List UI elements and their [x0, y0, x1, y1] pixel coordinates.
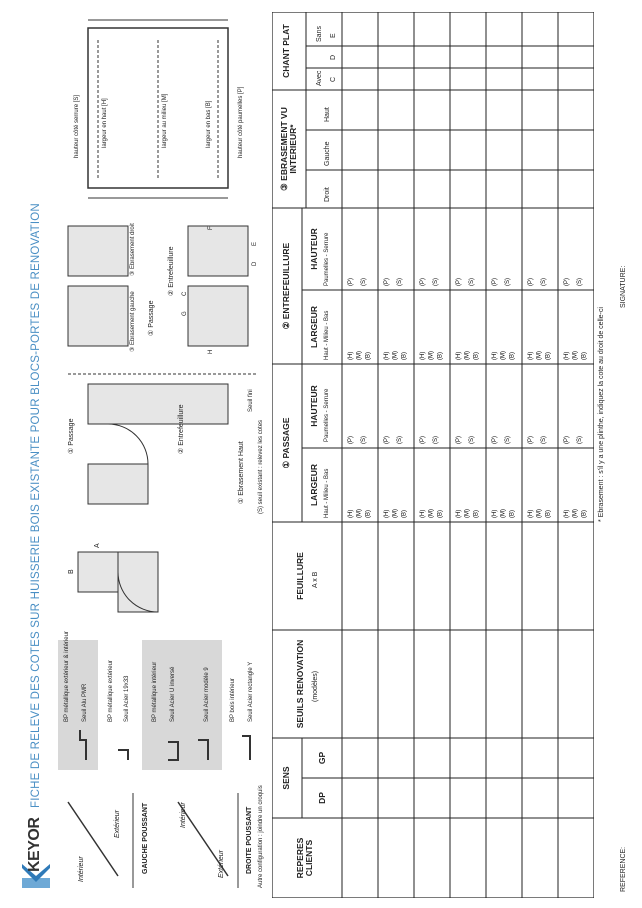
row-code-p: (P): [528, 278, 534, 286]
door-frame-panel: [58, 12, 268, 208]
row-code-b: (B): [437, 510, 444, 518]
reference-label: REFERENCE:: [620, 846, 627, 892]
orientation-note: Autre configuration : joindre un croquis: [258, 785, 264, 888]
header-hauteur-sub-1: Paumelles - Serrure: [324, 388, 330, 442]
row-code-p: (P): [348, 278, 354, 286]
row-code-m: (M): [536, 351, 543, 360]
row-code-b: (B): [509, 352, 516, 360]
ebrasement-footnote: * Ebrasement : s'il y a une plinthe, indiquez la cote au droit de celle-ci: [598, 307, 605, 522]
header-col-d: D: [330, 54, 337, 60]
row-code-m: (M): [464, 509, 471, 518]
header-largeur-1: LARGEUR: [309, 463, 319, 507]
row-code-p: (P): [348, 436, 354, 444]
row-code-m: (M): [500, 351, 507, 360]
header-haut: Haut: [324, 107, 331, 122]
logo-text: KEYOR: [26, 817, 43, 872]
ebrasement-diagram: [58, 216, 268, 356]
row-code-p: (P): [456, 436, 462, 444]
row-code-b: (B): [473, 352, 480, 360]
header-gauche: Gauche: [324, 141, 331, 166]
row-code-s: (S): [397, 436, 403, 444]
header-hauteur-2: HAUTEUR: [309, 228, 319, 270]
droite-poussant-label: DROITE POUSSANT: [246, 806, 253, 874]
row-code-m: (M): [500, 509, 507, 518]
seuil-name-1: Seuil Acier 19x33: [124, 675, 130, 722]
header-col-c: C: [330, 76, 337, 82]
seuil-name-2: Seuil Acier U inversé: [170, 666, 176, 722]
row-code-h: (H): [528, 351, 534, 360]
header-seuils: SEUILS RENOVATION: [295, 639, 305, 729]
seuil-name-0: Seuil Alu PMR: [82, 683, 88, 722]
header-droit: Droit: [324, 187, 331, 202]
row-code-s: (S): [577, 436, 583, 444]
row-code-h: (H): [456, 509, 462, 518]
header-feuillure-sub: A x B: [312, 571, 319, 588]
row-code-s: (S): [433, 278, 439, 286]
row-code-s: (S): [541, 436, 547, 444]
row-code-h: (H): [384, 351, 390, 360]
row-code-s: (S): [577, 278, 583, 286]
feuillure-panel: [58, 532, 268, 632]
row-code-m: (M): [392, 509, 399, 518]
row-code-m: (M): [536, 509, 543, 518]
passage2-label: ① Passage: [148, 300, 155, 336]
orientation-panel: [58, 778, 268, 898]
row-code-s: (S): [361, 436, 367, 444]
header-ebrasement: ③ EBRASEMENT VU INTERIEUR*: [279, 107, 298, 191]
header-passage: ① PASSAGE: [281, 417, 291, 469]
feuillure-diagram: [58, 532, 268, 632]
header-sans: Sans: [316, 26, 323, 42]
row-code-m: (M): [464, 351, 471, 360]
row-code-h: (H): [564, 351, 570, 360]
header-seuils-sub: (modèles): [312, 670, 319, 702]
row-code-p: (P): [456, 278, 462, 286]
row-code-b: (B): [545, 510, 552, 518]
row-code-p: (P): [528, 436, 534, 444]
seuil-desc-4: BP bois intérieur: [230, 678, 236, 722]
seuil-desc-1: BP métallique extérieur: [108, 660, 114, 722]
row-code-s: (S): [469, 278, 475, 286]
row-code-s: (S): [541, 278, 547, 286]
row-code-h: (H): [420, 509, 426, 518]
row-code-h: (H): [420, 351, 426, 360]
header-reperes: REPERES CLIENTS: [295, 837, 314, 879]
seuil-desc-2: BP métallique intérieur: [152, 661, 158, 722]
droite-exterieur-label: Extérieur: [218, 849, 225, 878]
seuils-panel: [58, 631, 268, 770]
letter-e: E: [252, 241, 258, 246]
hauteur-serrure-label: hauteur côté serrure [S]: [74, 94, 80, 158]
passage-diagram: [58, 364, 268, 524]
header-largeur-2: LARGEUR: [309, 305, 319, 349]
row-code-h: (H): [456, 351, 462, 360]
ebr-droit-label: ③ Ebrasement droit: [130, 223, 136, 276]
entrefeuillure2-label: ② Entrefeuillure: [168, 246, 175, 296]
hauteur-paumelles-label: hauteur côté paumelles [P]: [238, 86, 244, 158]
door-orientation-diagram: [58, 778, 268, 898]
row-code-h: (H): [492, 509, 498, 518]
header-largeur-sub-1: Haut - Milieu - Bas: [324, 468, 330, 518]
largeur-milieu-label: largeur au milieu [M]: [162, 93, 168, 148]
letter-d: D: [252, 261, 258, 266]
row-code-h: (H): [348, 351, 354, 360]
row-code-b: (B): [581, 352, 588, 360]
row-code-p: (P): [420, 278, 426, 286]
header-sens: SENS: [281, 766, 291, 790]
row-code-p: (P): [384, 436, 390, 444]
seuil-name-4: Seuil Acier rectangle Y: [248, 661, 254, 722]
row-code-m: (M): [356, 351, 363, 360]
header-feuillure: FEUILLURE: [295, 552, 305, 600]
row-code-m: (M): [572, 509, 579, 518]
row-code-p: (P): [384, 278, 390, 286]
row-code-b: (B): [509, 510, 516, 518]
gauche-exterieur-label: Extérieur: [114, 809, 121, 838]
seuil-fini-label: Seuil fini: [248, 389, 254, 412]
largeur-haut-label: largeur en haut [H]: [102, 98, 108, 148]
measurement-table: [272, 12, 594, 898]
row-code-s: (S): [433, 436, 439, 444]
row-code-m: (M): [356, 509, 363, 518]
letter-h: H: [208, 349, 214, 354]
letter-g: G: [182, 311, 188, 316]
header-largeur-sub-2: Haut - Milieu - Bas: [324, 310, 330, 360]
row-code-m: (M): [572, 351, 579, 360]
letter-f: F: [208, 226, 214, 230]
row-code-p: (P): [492, 278, 498, 286]
row-code-m: (M): [428, 509, 435, 518]
row-code-p: (P): [492, 436, 498, 444]
header-gp: GP: [317, 751, 327, 765]
logo: [16, 817, 56, 892]
seuil-name-3: Seuil Acier modèle 9: [204, 667, 210, 722]
passage-label: ① Passage: [68, 418, 75, 454]
row-code-h: (H): [384, 509, 390, 518]
row-code-b: (B): [545, 352, 552, 360]
header-avec: Avec: [316, 70, 323, 86]
header-hauteur-sub-2: Paumelles - Serrure: [324, 232, 330, 286]
entrefeuillure-label: ② Entrefeuillure: [178, 404, 185, 454]
row-code-s: (S): [505, 436, 511, 444]
row-code-b: (B): [365, 510, 372, 518]
row-code-s: (S): [361, 278, 367, 286]
row-code-b: (B): [473, 510, 480, 518]
row-code-s: (S): [505, 278, 511, 286]
row-code-b: (B): [401, 352, 408, 360]
header-chant-plat: CHANT PLAT: [281, 24, 291, 78]
row-code-b: (B): [581, 510, 588, 518]
row-code-p: (P): [564, 436, 570, 444]
row-code-b: (B): [365, 352, 372, 360]
ebrasement-panel: [58, 216, 268, 356]
largeur-bas-label: largeur en bas [B]: [206, 100, 212, 148]
ebr-gauche-label: ③ Ebrasement gauche: [130, 291, 136, 352]
seuil-existant-note: (S) seuil existant : relevez les cotes: [258, 419, 264, 514]
row-code-p: (P): [564, 278, 570, 286]
row-code-s: (S): [469, 436, 475, 444]
row-code-p: (P): [420, 436, 426, 444]
row-code-s: (S): [397, 278, 403, 286]
row-code-b: (B): [437, 352, 444, 360]
feuillure-b-label: B: [68, 569, 75, 574]
row-code-h: (H): [492, 351, 498, 360]
letter-c: C: [182, 291, 188, 296]
passage-panel: [58, 364, 268, 524]
seuil-desc-0: BP métallique extérieur & intérieur: [64, 631, 70, 722]
row-code-m: (M): [428, 351, 435, 360]
row-code-h: (H): [528, 509, 534, 518]
header-entrefeuillure: ② ENTREFEUILLURE: [281, 242, 291, 330]
row-code-h: (H): [348, 509, 354, 518]
page-title: FICHE DE RELEVE DES COTES SUR HUISSERIE BOIS EXISTANTE POUR BLOCS-PORTES DE RENOVATION: [30, 203, 42, 808]
gauche-poussant-label: GAUCHE POUSSANT: [142, 802, 149, 874]
header-col-e: E: [330, 33, 337, 38]
row-code-b: (B): [401, 510, 408, 518]
row-code-m: (M): [392, 351, 399, 360]
ebrasement-haut-label: ① Ebrasement Haut: [238, 441, 245, 504]
signature-label: SIGNATURE:: [620, 265, 627, 308]
row-code-h: (H): [564, 509, 570, 518]
header-hauteur-1: HAUTEUR: [309, 385, 319, 427]
gauche-interieur-label: Intérieur: [78, 856, 85, 882]
feuillure-a-label: A: [94, 543, 101, 548]
droite-interieur-label: Intérieur: [180, 802, 187, 828]
header-dp: DP: [317, 792, 327, 804]
